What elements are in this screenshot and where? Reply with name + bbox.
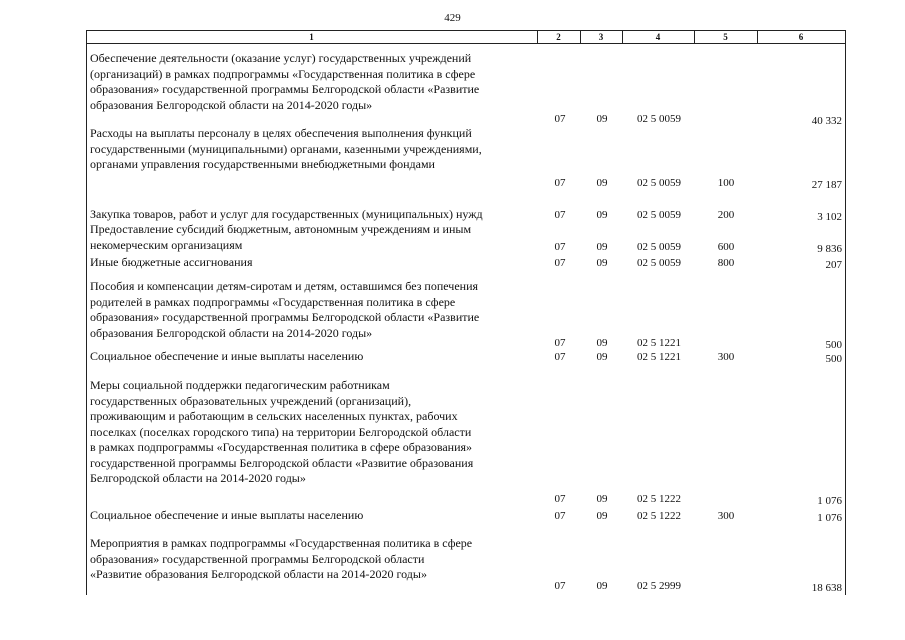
- table-cell-section: 07: [554, 337, 566, 349]
- table-row-description: Пособия и компенсации детям-сиротам и детям, оставшимся без попечения родителей в рамках подпрограммы «Государственная политика в сфере образования» государственной программы Белгородской области «Развитие образования Белгородской области на 2014-2020 годы»: [90, 279, 480, 340]
- table-cell-section: 07: [554, 580, 566, 592]
- table-cell-subsection: 09: [596, 351, 608, 363]
- table-cell-amount: 500: [825, 339, 842, 351]
- table-cell-target-code: 02 5 1222: [637, 493, 681, 505]
- header-col-5: 5: [723, 32, 728, 42]
- table-cell-section: 07: [554, 177, 566, 189]
- header-col-6: 6: [798, 32, 804, 42]
- table-cell-subsection: 09: [596, 209, 608, 221]
- table-cell-target-code: 02 5 0059: [637, 241, 681, 253]
- page-number: 429: [444, 12, 461, 24]
- table-cell-subsection: 09: [596, 241, 608, 253]
- table-row-description: Иные бюджетные ассигнования: [90, 255, 253, 269]
- table-row-description: Социальное обеспечение и иные выплаты населению: [90, 349, 364, 363]
- table-cell-amount: 18 638: [811, 582, 842, 594]
- table-cell-target-code: 02 5 0059: [637, 209, 681, 221]
- table-cell-target-code: 02 5 1221: [637, 351, 681, 363]
- table-right-border: [845, 30, 846, 595]
- table-cell-target-code: 02 5 0059: [637, 257, 681, 269]
- table-cell-subsection: 09: [596, 177, 608, 189]
- table-cell-expense-type: 100: [717, 177, 735, 189]
- table-cell-section: 07: [554, 113, 566, 125]
- table-cell-section: 07: [554, 351, 566, 363]
- table-cell-amount: 207: [825, 259, 842, 271]
- table-cell-amount: 40 332: [811, 115, 842, 127]
- table-row-description: Закупка товаров, работ и услуг для государственных (муниципальных) нужд: [90, 207, 483, 221]
- table-cell-amount: 9 836: [817, 243, 842, 255]
- table-cell-subsection: 09: [596, 257, 608, 269]
- header-col-1: 1: [309, 32, 314, 42]
- table-cell-subsection: 09: [596, 580, 608, 592]
- table-cell-amount: 27 187: [811, 179, 842, 191]
- table-cell-section: 07: [554, 241, 566, 253]
- table-cell-target-code: 02 5 1222: [637, 510, 681, 522]
- table-cell-expense-type: 300: [717, 351, 735, 363]
- table-cell-amount: 500: [825, 353, 842, 365]
- table-cell-expense-type: 800: [717, 257, 735, 269]
- table-cell-subsection: 09: [596, 113, 608, 125]
- header-col-2: 2: [556, 32, 561, 42]
- table-row-description: Предоставление субсидий бюджетным, автономным учреждениям и иным некомерческим организациям: [90, 222, 472, 252]
- table-row-description: Расходы на выплаты персоналу в целях обеспечения выполнения функций государственными (муниципальными) органами, казенными учреждениями, органами управления государственными внебюджетными фондами: [90, 126, 482, 171]
- table-cell-amount: 3 102: [817, 211, 842, 223]
- table-cell-target-code: 02 5 2999: [637, 580, 681, 592]
- table-cell-expense-type: 600: [717, 241, 735, 253]
- table-cell-section: 07: [554, 510, 566, 522]
- table-left-border: [86, 30, 87, 595]
- header-bottom-border: [86, 43, 846, 44]
- table-cell-section: 07: [554, 493, 566, 505]
- table-cell-expense-type: 200: [717, 209, 735, 221]
- table-row-description: Обеспечение деятельности (оказание услуг) государственных учреждений (организаций) в рамках подпрограммы «Государственная политика в сфере образования» государственной программы Белгородской области «Развитие образования Белгородской области на 2014-2020 годы»: [90, 51, 480, 112]
- table-cell-target-code: 02 5 0059: [637, 177, 681, 189]
- table-row-description: Меры социальной поддержки педагогическим работникам государственных образовательных учреждений (организаций), проживающим и работающим в сельских населенных пунктах, рабочих поселках (поселках городского типа) на территории Белгородской области в рамках подпрограммы «Государственная политика в сфере образования» государственной программы Белгородской области «Развитие образования Белгородской области на 2014-2020 годы»: [90, 378, 474, 485]
- table-row-description: Социальное обеспечение и иные выплаты населению: [90, 508, 364, 522]
- table-cell-section: 07: [554, 257, 566, 269]
- table-row-description: Мероприятия в рамках подпрограммы «Государственная политика в сфере образования» государственной программы Белгородской области «Развитие образования Белгородской области на 2014-2020 годы»: [90, 536, 473, 581]
- header-col-4: 4: [655, 32, 661, 42]
- table-cell-subsection: 09: [596, 337, 608, 349]
- table-cell-amount: 1 076: [817, 495, 842, 507]
- table-cell-amount: 1 076: [817, 512, 842, 524]
- table-cell-subsection: 09: [596, 510, 608, 522]
- table-cell-section: 07: [554, 209, 566, 221]
- table-cell-target-code: 02 5 1221: [637, 337, 681, 349]
- header-col-3: 3: [598, 32, 604, 42]
- table-cell-target-code: 02 5 0059: [637, 113, 681, 125]
- table-cell-expense-type: 300: [717, 510, 735, 522]
- table-cell-subsection: 09: [596, 493, 608, 505]
